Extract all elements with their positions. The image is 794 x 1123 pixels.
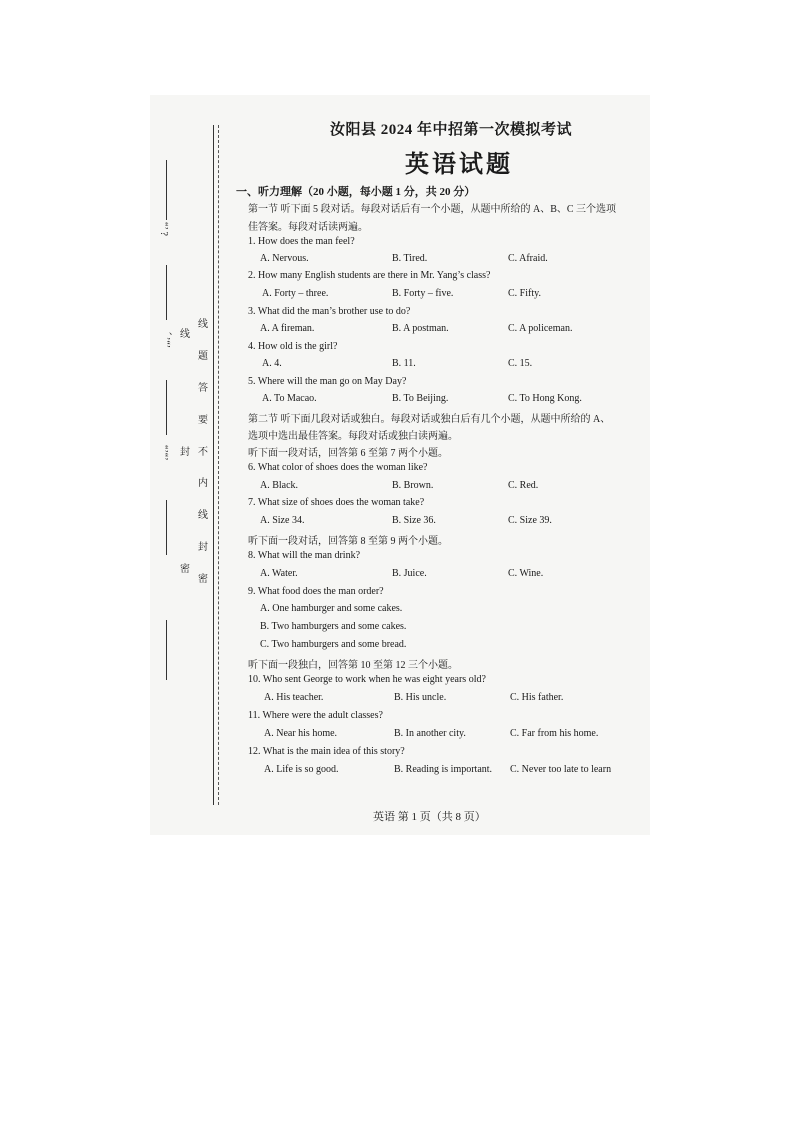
binding-dashed-line xyxy=(218,125,219,805)
binding-line xyxy=(213,125,214,805)
name-field-line xyxy=(166,160,167,220)
seal-left-column xyxy=(178,330,192,575)
seal-char: 题 xyxy=(198,350,208,362)
page-footer: 英语 第 1 页（共 8 页） xyxy=(373,811,486,823)
seal-char: 密 xyxy=(180,564,190,575)
question-6: 6. What color of shoes does the woman like? xyxy=(248,462,428,473)
question-3: 3. What did the man’s brother use to do? xyxy=(248,306,411,317)
question-11: 11. Where were the adult classes? xyxy=(248,710,383,721)
option-9a: A. One hamburger and some cakes. xyxy=(260,603,403,614)
option-2a: A. Forty – three. xyxy=(262,288,329,299)
option-12a: A. Life is so good. xyxy=(264,764,339,775)
option-7b: B. Size 36. xyxy=(392,515,436,526)
option-10b: B. His uncle. xyxy=(394,692,447,703)
part1-intro-line1: 第一节 听下面 5 段对话。每段对话后有一个小题，从题中所给的 A、B、C 三个选项 xyxy=(248,204,617,215)
option-5a: A. To Macao. xyxy=(262,393,317,404)
option-3b: B. A postman. xyxy=(392,323,449,334)
question-12: 12. What is the main idea of this story? xyxy=(248,746,405,757)
question-2: 2. How many English students are there in Mr. Yang’s class? xyxy=(248,270,491,281)
option-5c: C. To Hong Kong. xyxy=(508,393,582,404)
question-10: 10. Who sent George to work when he was eight years old? xyxy=(248,674,486,685)
option-11b: B. In another city. xyxy=(394,728,466,739)
seal-char: 内 xyxy=(198,478,208,490)
seal-char: 答 xyxy=(198,382,208,394)
question-1: 1. How does the man feel? xyxy=(248,236,355,247)
exam-title: 汝阳县 2024 年中招第一次模拟考试 xyxy=(330,122,573,138)
seal-char: 封 xyxy=(180,446,190,458)
option-7a: A. Size 34. xyxy=(260,515,305,526)
part2-intro-line2: 选项中选出最佳答案。每段对话或独白读两遍。 xyxy=(248,431,458,442)
option-11c: C. Far from his home. xyxy=(510,728,599,739)
number-field-line xyxy=(166,500,167,555)
binding-label-low: “’“’ xyxy=(158,445,169,461)
option-12b: B. Reading is important. xyxy=(394,764,493,775)
question-5: 5. Where will the man go on May Day? xyxy=(248,376,407,387)
note-10-12: 听下面一段独白，回答第 10 至第 12 三个小题。 xyxy=(248,660,458,671)
option-4b: B. 11. xyxy=(392,358,416,369)
question-8: 8. What will the man drink? xyxy=(248,550,361,561)
binding-label-mid: 、’“’ xyxy=(160,332,171,349)
option-8b: B. Juice. xyxy=(392,568,427,579)
class-field-line xyxy=(166,265,167,320)
option-2c: C. Fifty. xyxy=(508,288,541,299)
option-6b: B. Brown. xyxy=(392,480,434,491)
option-3c: C. A policeman. xyxy=(508,323,573,334)
question-7: 7. What size of shoes does the woman take? xyxy=(248,497,425,508)
option-10a: A. His teacher. xyxy=(264,692,324,703)
seal-char: 线 xyxy=(198,319,208,330)
note-8-9: 听下面一段对话，回答第 8 至第 9 两个小题。 xyxy=(248,536,448,547)
seal-char: 封 xyxy=(198,542,208,554)
part2-intro-line1: 第二节 听下面几段对话或独白。每段对话或独白后有几个小题，从题中所给的 A、 xyxy=(248,414,611,425)
binding-label-top: “’ ? xyxy=(158,222,169,236)
part1-intro-line2: 佳答案。每段对话读两遍。 xyxy=(248,222,368,233)
seal-char: 要 xyxy=(198,414,208,426)
school-field-line xyxy=(166,380,167,435)
option-9b: B. Two hamburgers and some cakes. xyxy=(260,621,407,632)
option-6c: C. Red. xyxy=(508,480,539,491)
question-4: 4. How old is the girl? xyxy=(248,341,338,352)
seal-char: 线 xyxy=(198,510,208,522)
option-3a: A. A fireman. xyxy=(260,323,315,334)
option-12c: C. Never too late to learn xyxy=(510,764,612,775)
subject-title: 英语试题 xyxy=(405,152,513,178)
option-1b: B. Tired. xyxy=(392,253,428,264)
option-7c: C. Size 39. xyxy=(508,515,552,526)
seat-field-line xyxy=(166,620,167,680)
option-11a: A. Near his home. xyxy=(264,728,338,739)
option-5b: B. To Beijing. xyxy=(392,393,449,404)
option-1c: C. Afraid. xyxy=(508,253,548,264)
option-9c: C. Two hamburgers and some bread. xyxy=(260,639,407,650)
note-6-7: 听下面一段对话，回答第 6 至第 7 两个小题。 xyxy=(248,448,448,459)
option-8a: A. Water. xyxy=(260,568,298,579)
option-6a: A. Black. xyxy=(260,480,299,491)
seal-char: 不 xyxy=(198,446,208,458)
option-8c: C. Wine. xyxy=(508,568,544,579)
seal-char: 密 xyxy=(198,574,208,585)
option-4a: A. 4. xyxy=(262,358,282,369)
option-4c: C. 15. xyxy=(508,358,533,369)
seal-char: 线 xyxy=(180,329,190,340)
section-heading: 一、听力理解（20 小题，每小题 1 分，共 20 分） xyxy=(236,186,476,198)
question-9: 9. What food does the man order? xyxy=(248,586,384,597)
option-10c: C. His father. xyxy=(510,692,564,703)
option-1a: A. Nervous. xyxy=(260,253,309,264)
option-2b: B. Forty – five. xyxy=(392,288,454,299)
seal-notice-column xyxy=(196,320,210,585)
